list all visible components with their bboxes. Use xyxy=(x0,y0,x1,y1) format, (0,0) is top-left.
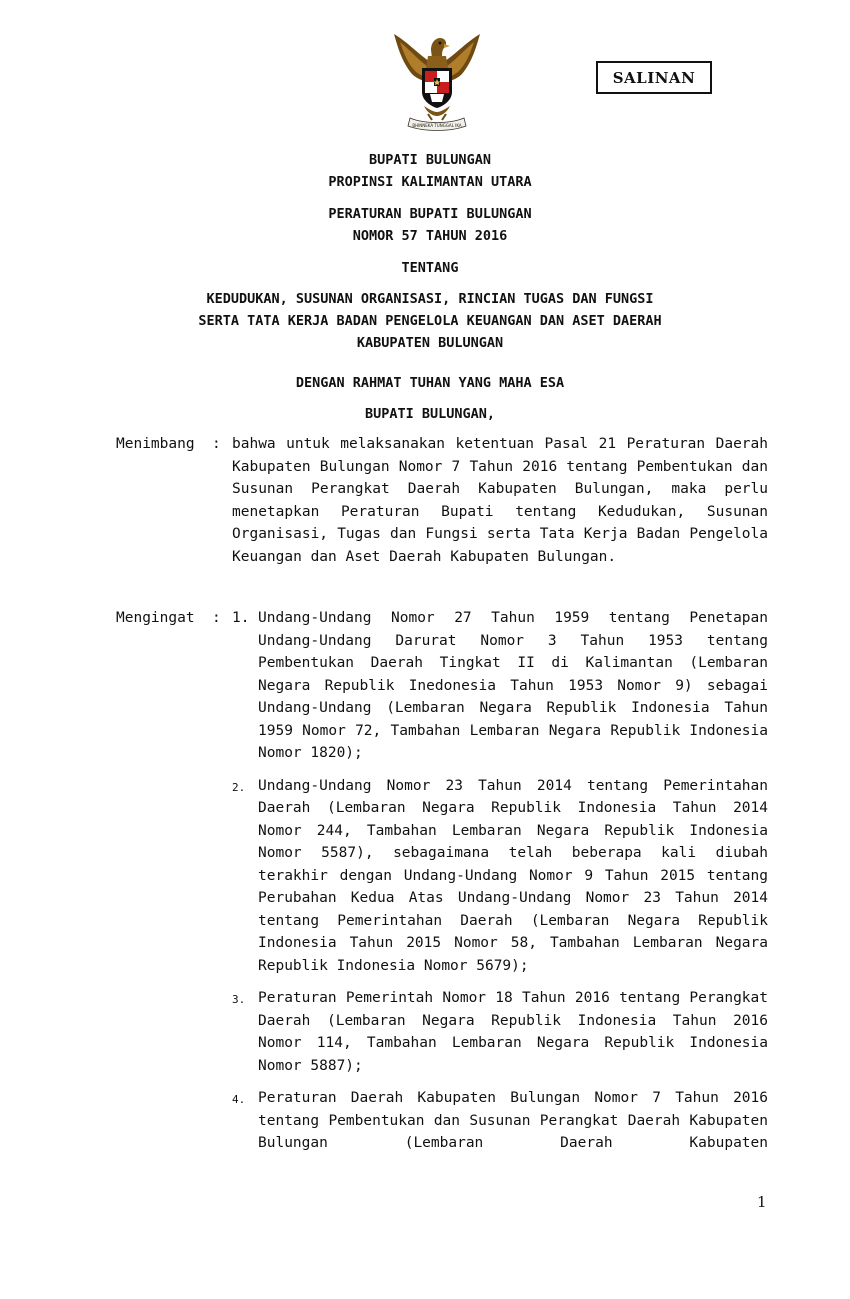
tentang-label: TENTANG xyxy=(401,260,459,276)
heading-province: PROPINSI KALIMANTAN UTARA xyxy=(328,174,532,190)
menimbang-label: Menimbang xyxy=(116,436,195,452)
garuda-emblem-icon xyxy=(384,28,490,134)
menimbang-colon: : xyxy=(212,436,221,452)
subject-block xyxy=(90,288,770,354)
regulation-title: PERATURAN BUPATI BULUNGAN xyxy=(328,206,532,222)
list-item xyxy=(232,607,768,765)
bupati-label: BUPATI BULUNGAN, xyxy=(364,406,496,422)
list-item-number: 1. xyxy=(232,610,250,626)
blessing-text: DENGAN RAHMAT TUHAN YANG MAHA ESA xyxy=(295,375,565,391)
list-item-text: Undang-Undang Nomor 27 Tahun 1959 tentang Penetapan Undang-Undang Darurat Nomor 3 Tahun 1953 tentang Pembentukan Daerah Tingkat II di Kalimantan (Lembaran Negara Republik Inedonesia Tahun 1953 Nomor 9) sebagai Undang-Undang (Lembaran Negara Republik Indonesia Tahun 1959 Nomor 72, Tambahan Lembaran Negara Republik Indonesia Nomor 1820); xyxy=(258,610,768,761)
subject-line-2: SERTA TATA KERJA BADAN PENGELOLA KEUANGAN DAN ASET DAERAH xyxy=(198,313,662,329)
mengingat-colon: : xyxy=(212,610,221,626)
list-item-text: Peraturan Pemerintah Nomor 18 Tahun 2016 tentang Perangkat Daerah (Lembaran Negara Republik Indonesia Tahun 2016 Nomor 114, Tambahan Lembaran Negara Republik Indonesia Nomor 5887); xyxy=(258,990,768,1074)
page-number: 1 xyxy=(757,1193,767,1211)
regulation-block xyxy=(90,203,770,247)
list-item-number: 2. xyxy=(232,780,246,794)
list-item xyxy=(232,1087,768,1155)
list-item xyxy=(232,775,768,978)
list-item-number: 3. xyxy=(232,993,246,1006)
menimbang-text: bahwa untuk melaksanakan ketentuan Pasal 21 Peraturan Daerah Kabupaten Bulungan Nomor 7 Tahun 2016 tentang Pembentukan dan Susunan Perangkat Daerah Kabupaten Bulungan, maka perlu menetapkan Peraturan Bupati tentang Kedudukan, Susunan Organisasi, Tugas dan Fungsi serta Tata Kerja Badan Pengelola Keuangan dan Aset Daerah Kabupaten Bulungan. xyxy=(232,436,768,565)
heading-block xyxy=(90,149,770,193)
subject-line-1: KEDUDUKAN, SUSUNAN ORGANISASI, RINCIAN TUGAS DAN FUNGSI xyxy=(206,291,654,307)
list-item-number: 4. xyxy=(232,1093,246,1106)
salinan-stamp: SALINAN xyxy=(596,61,712,94)
mengingat-list xyxy=(232,607,768,1165)
emblem-motto: BHINNEKA TUNGGAL IKA xyxy=(412,123,462,128)
mengingat-label: Mengingat xyxy=(116,610,195,626)
regulation-number: NOMOR 57 TAHUN 2016 xyxy=(352,228,508,244)
list-item-text: Undang-Undang Nomor 23 Tahun 2014 tentang Pemerintahan Daerah (Lembaran Negara Republik Indonesia Tahun 2014 Nomor 244, Tambahan Lembaran Negara Republik Indonesia Nomor 5587), sebagaimana telah beberapa kali diubah terakhir dengan Undang-Undang Nomor 9 Tahun 2015 tentang Perubahan Kedua Atas Undang-Undang Nomor 23 Tahun 2014 tentang Pemerintahan Daerah (Lembaran Negara Republik Indonesia Tahun 2015 Nomor 58, Tambahan Lembaran Negara Republik Indonesia Nomor 5679); xyxy=(258,777,768,974)
subject-line-3: KABUPATEN BULUNGAN xyxy=(356,335,504,351)
list-item xyxy=(232,987,768,1077)
list-item-text: Peraturan Daerah Kabupaten Bulungan Nomor 7 Tahun 2016 tentang Pembentukan dan Susunan Perangkat Daerah Kabupaten Bulungan (Lembaran Daerah Kabupaten xyxy=(258,1090,768,1151)
heading-bupati: BUPATI BULUNGAN xyxy=(369,152,491,168)
